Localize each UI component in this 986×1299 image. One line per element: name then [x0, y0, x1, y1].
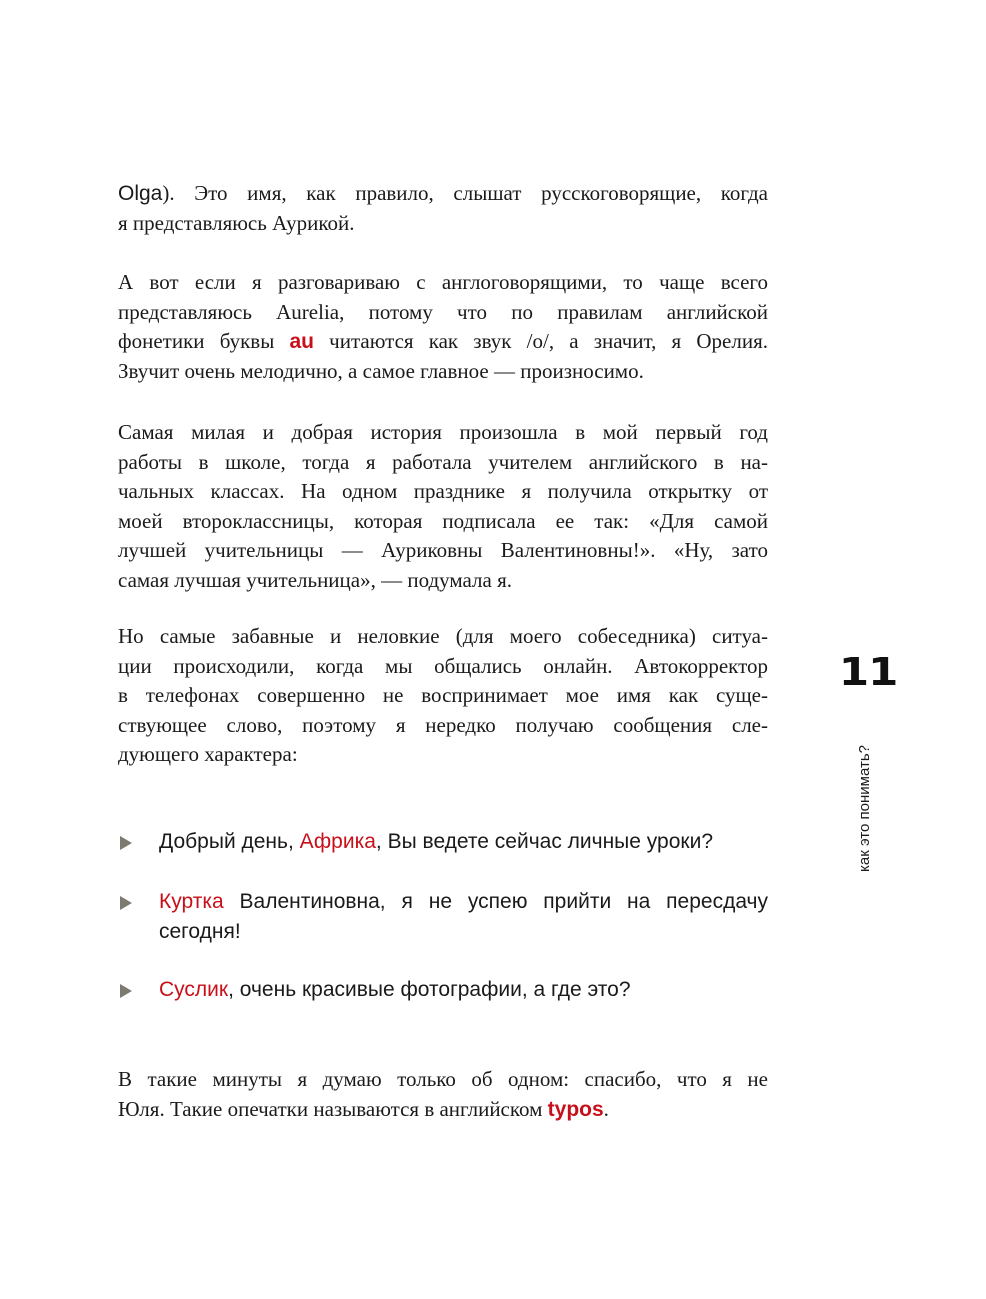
paragraph-1: [118, 179, 768, 238]
triangle-bullet-icon: [120, 984, 132, 998]
text-line: лучшей учительницы — Ауриковны Валентиновны!». «Ну, зато: [118, 538, 768, 563]
highlight-word: Африка: [299, 830, 376, 853]
running-title: как это понимать?: [856, 745, 873, 872]
text-line: Звучит очень мелодично, а самое главное — произносимо.: [118, 358, 644, 383]
text-line: я представляюсь Аурикой.: [118, 210, 355, 235]
name-olga: Olga: [118, 182, 163, 205]
text-line: Olga). Это имя, как правило, слышат русскоговорящие, когда: [118, 181, 768, 205]
text-line: чальных классах. На одном празднике я получила открытку от: [118, 479, 768, 504]
paragraph-2: [118, 268, 768, 386]
text-line: в телефонах совершенно не воспринимает мое имя как суще-: [118, 683, 768, 708]
text-line: ции происходили, когда мы общались онлайн. Автокорректор: [118, 653, 768, 678]
text-line: Самая милая и добрая история произошла в мой первый год: [118, 420, 768, 444]
highlight-typos: typos: [547, 1097, 604, 1121]
highlight-au: au: [289, 330, 314, 354]
text-line: Юля. Такие опечатки называются в английском typos.: [118, 1096, 609, 1121]
text-line: работы в школе, тогда я работала учителем английского в на-: [118, 449, 768, 474]
book-page: Olga). Это имя, как правило, слышат русскоговорящие, когда я представляюсь Аурикой. А вот если я разговариваю с англоговорящими, то чаще всего представляюсь Aurelia, потому что по правилам английской фонетики буквы au читаются как звук /o/, а значит, я Орелия. Звучит очень мелодично, а самое главное — произносимо. Самая милая и добрая история произошла в мой первый год работы в школе, тогда я работала учителем английского в на- чальных классах. На одном празднике я получила открытку от моей второклассницы, которая подписала ее так: «Для самой лучшей учительницы — Ауриковны Валентиновны!». «Ну, зато самая лучшая учительница», — подумала я. Но самые забавные и неловкие (для моего собеседника) ситуа- ции происходили, когда мы общались онлайн. Автокорректор в телефонах совершенно не воспринимает мое имя как суще- ствующее слово, поэтому я нередко получаю сообщения сле- дующего характера: Добрый день, Африка, Вы ведете сейчас личные уроки? Куртка Валентиновна, я не успею прийти на пересдачу сегодня! Суслик, очень красивые фотографии, а где это? В такие минуты я думаю только об одном: спасибо, что я не Юля. Такие опечатки называются в английском typos. 11 как это понимать?: [0, 0, 986, 1299]
page-number: 11: [838, 650, 898, 694]
text-line: Но самые забавные и неловкие (для моего собеседника) ситуа-: [118, 624, 768, 648]
paragraph-3: [118, 418, 768, 596]
text-line: дующего характера:: [118, 742, 298, 767]
highlight-word: Куртка: [159, 890, 224, 913]
text-line: самая лучшая учительница», — подумала я.: [118, 567, 513, 592]
text-line: А вот если я разговариваю с англоговорящими, то чаще всего: [118, 270, 768, 294]
highlight-word: Суслик: [159, 978, 229, 1001]
paragraph-4: [118, 622, 768, 770]
triangle-bullet-icon: [120, 836, 132, 850]
text-line: моей второклассницы, которая подписала ее так: «Для самой: [118, 508, 768, 533]
paragraph-5: [118, 1065, 768, 1124]
text-line: ствующее слово, поэтому я нередко получаю сообщения сле-: [118, 712, 768, 737]
text-line: фонетики буквы au читаются как звук /o/, а значит, я Орелия.: [118, 329, 768, 354]
text-line: представляюсь Aurelia, потому что по правилам английской: [118, 299, 768, 324]
triangle-bullet-icon: [120, 896, 132, 910]
text-line: В такие минуты я думаю только об одном: спасибо, что я не: [118, 1067, 768, 1091]
